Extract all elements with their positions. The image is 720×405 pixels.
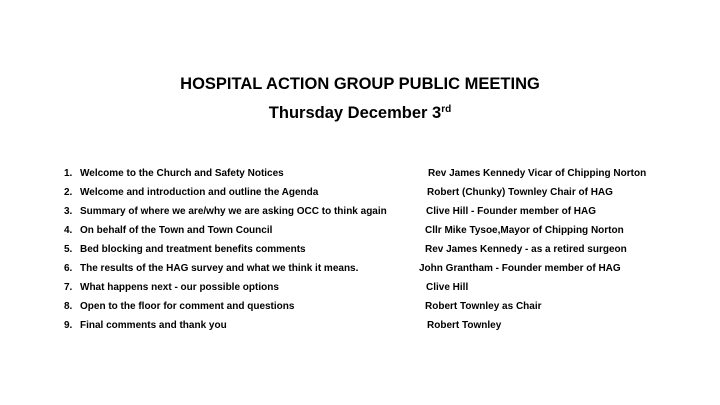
agenda-item-number: 5. [64,244,73,255]
agenda-item-number: 3. [64,206,73,217]
page-title: HOSPITAL ACTION GROUP PUBLIC MEETING [180,75,540,93]
agenda-item-number: 7. [64,282,73,293]
agenda-item-text: Welcome to the Church and Safety Notices [80,168,284,179]
agenda-item-speaker: Rev James Kennedy - as a retired surgeon [425,244,627,255]
meeting-date-ordinal-suffix: rd [441,104,452,115]
agenda-item-5 [0,242,720,258]
agenda-item-9 [0,318,720,334]
agenda-item-text: Open to the floor for comment and questions [80,301,295,312]
agenda-item-speaker: Clive Hill [426,282,469,293]
agenda-item-6 [0,261,720,277]
agenda-item-1 [0,166,720,182]
meeting-date-text: Thursday December 3 [268,104,442,122]
agenda-item-speaker: Robert (Chunky) Townley Chair of HAG [427,187,613,198]
agenda-item-number: 2. [64,187,73,198]
agenda-item-speaker: Cllr Mike Tysoe,Mayor of Chipping Norton [425,225,624,236]
agenda-item-text: Welcome and introduction and outline the Agenda [80,187,319,198]
agenda-item-speaker: Robert Townley [427,320,502,331]
agenda-item-text: On behalf of the Town and Town Council [80,225,273,236]
agenda-item-text: Final comments and thank you [80,320,227,331]
agenda-item-8 [0,299,720,315]
agenda-item-text: What happens next - our possible options [80,282,279,293]
agenda-item-7 [0,280,720,296]
agenda-item-speaker: John Grantham - Founder member of HAG [419,263,621,274]
agenda-item-text: Summary of where we are/why we are asking OCC to think again [80,206,387,217]
agenda-item-number: 9. [64,320,73,331]
agenda-item-2 [0,185,720,201]
agenda-item-text: Bed blocking and treatment benefits comments [80,244,306,255]
agenda-item-speaker: Clive Hill - Founder member of HAG [426,206,597,217]
agenda-item-4 [0,223,720,239]
agenda-item-speaker: Rev James Kennedy Vicar of Chipping Norton [428,168,647,179]
agenda-item-number: 4. [64,225,73,236]
agenda-item-number: 1. [64,168,73,179]
agenda-item-number: 8. [64,301,73,312]
agenda-item-3 [0,204,720,220]
agenda-item-text: The results of the HAG survey and what we think it means. [80,263,359,274]
agenda-item-number: 6. [64,263,73,274]
agenda-item-speaker: Robert Townley as Chair [425,301,542,312]
